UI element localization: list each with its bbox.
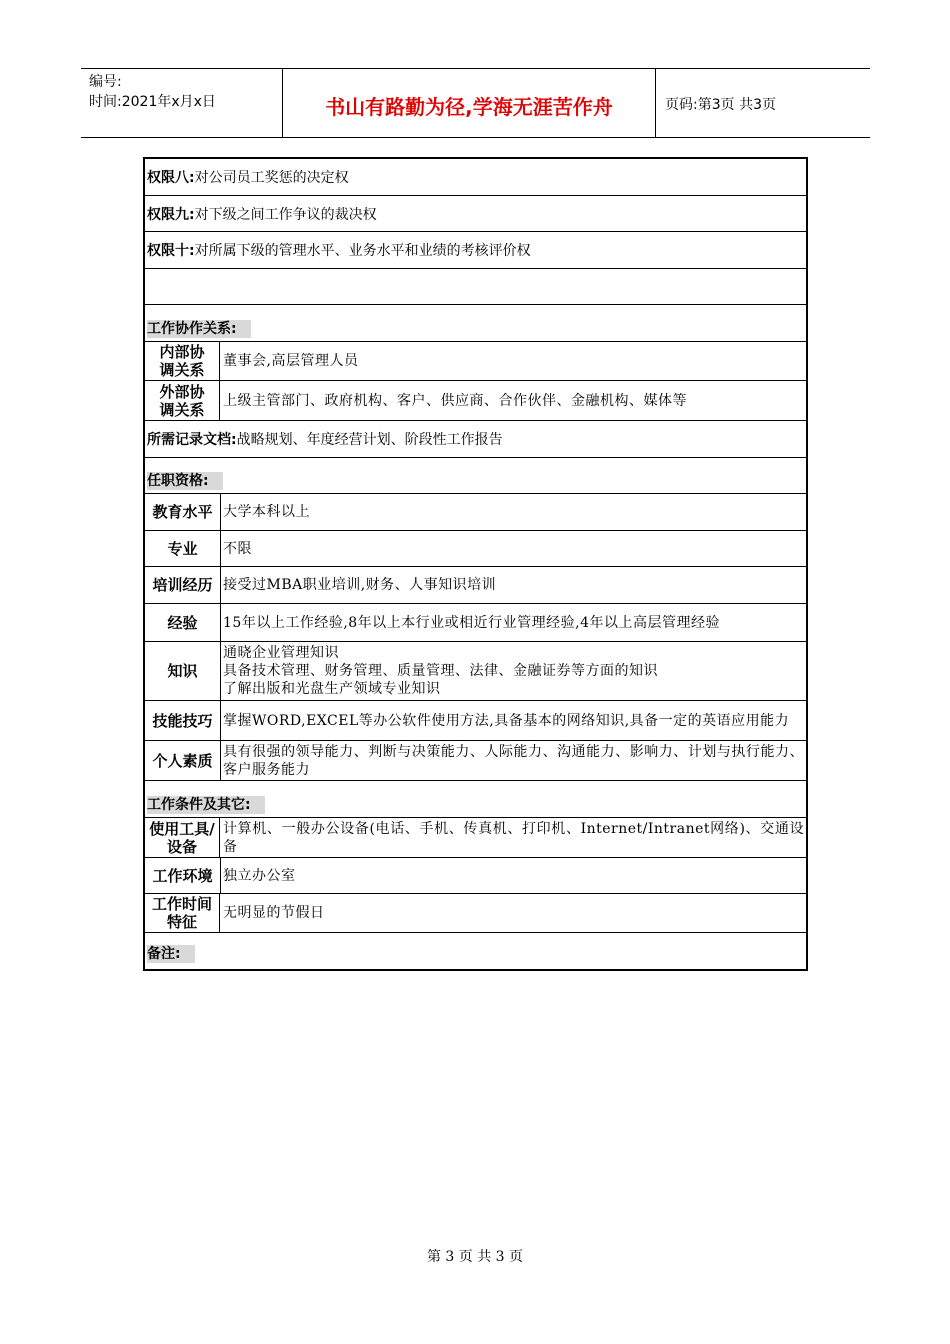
- section-work-collaboration: [145, 305, 806, 342]
- page-footer: 第 3 页 共 3 页: [426, 1249, 524, 1265]
- personal-quality-value: 具有很强的领导能力、判断与决策能力、人际能力、沟通能力、影响力、计划与执行能力、客户服务能力: [223, 743, 804, 778]
- table-row-major: [145, 531, 806, 567]
- table-row-tools: [145, 818, 806, 858]
- training-value: 接受过MBA职业培训,财务、人事知识培训: [223, 577, 497, 593]
- personal-quality-label: 个人素质: [145, 741, 221, 780]
- required-documents-value: 战略规划、年度经营计划、阶段性工作报告: [236, 432, 503, 448]
- authority-9-label: 权限九:: [147, 206, 195, 223]
- knowledge-line: 具备技术管理、财务管理、质量管理、法律、金融证券等方面的知识: [223, 663, 658, 679]
- table-row-authority-8: [145, 159, 806, 196]
- skills-value: 掌握WORD,EXCEL等办公软件使用方法,具备基本的网络知识,具备一定的英语应用能力: [223, 712, 790, 729]
- section-qualifications: [145, 458, 806, 494]
- table-row-experience: [145, 604, 806, 642]
- work-environment-value: 独立办公室: [223, 867, 296, 884]
- table-row-external-coordination: [145, 381, 806, 421]
- section-title-working-conditions: 工作条件及其它:: [147, 796, 265, 814]
- section-title-qualifications: 任职资格:: [147, 472, 223, 490]
- work-environment-label: 工作环境: [145, 858, 221, 893]
- remarks-label: 备注:: [147, 945, 195, 963]
- authority-8-label: 权限八:: [147, 170, 195, 186]
- document-number-label: 编号:: [89, 74, 122, 90]
- table-row-authority-9: [145, 196, 806, 232]
- training-label: 培训经历: [145, 567, 221, 603]
- table-row-remarks: [145, 933, 806, 969]
- education-value: 大学本科以上: [223, 504, 310, 520]
- page-header: [81, 68, 870, 138]
- header-left-cell: [81, 69, 283, 137]
- required-documents-label: 所需记录文档:: [147, 432, 237, 448]
- external-coordination-label: 外部协调关系: [145, 381, 220, 420]
- knowledge-line: 了解出版和光盘生产领域专业知识: [223, 681, 441, 697]
- tools-value: 计算机、一般办公设备(电话、手机、传真机、打印机、Internet/Intranet网络)、交通设备: [223, 820, 804, 855]
- table-row-work-environment: [145, 858, 806, 894]
- knowledge-value: [223, 642, 804, 700]
- major-value: 不限: [223, 540, 252, 557]
- work-time-value: 无明显的节假日: [223, 905, 325, 921]
- external-coordination-value: 上级主管部门、政府机构、客户、供应商、合作伙伴、金融机构、媒体等: [223, 392, 687, 409]
- authority-10-label: 权限十:: [147, 243, 195, 259]
- tools-label: 使用工具/设备: [145, 818, 220, 857]
- section-title-collaboration: 工作协作关系:: [147, 320, 251, 338]
- header-motto-cell: [283, 69, 656, 137]
- table-row-personal-quality: [145, 741, 806, 781]
- knowledge-label: 知识: [145, 642, 221, 700]
- header-motto: 书山有路勤为径,学海无涯苦作舟: [325, 95, 613, 119]
- table-row-empty: [145, 269, 806, 305]
- table-row-work-time: [145, 894, 806, 933]
- authority-9-value: 对下级之间工作争议的裁决权: [194, 206, 377, 223]
- table-row-skills: [145, 701, 806, 741]
- experience-label: 经验: [145, 604, 221, 641]
- section-working-conditions: [145, 781, 806, 818]
- authority-10-value: 对所属下级的管理水平、业务水平和业绩的考核评价权: [194, 243, 531, 259]
- work-time-label: 工作时间特征: [145, 894, 220, 932]
- knowledge-line: 通晓企业管理知识: [223, 645, 339, 661]
- table-row-education: [145, 494, 806, 531]
- table-row-training: [145, 567, 806, 604]
- document-time-label: 时间:2021年x月x日: [89, 94, 216, 110]
- internal-coordination-label: 内部协调关系: [145, 342, 220, 380]
- header-page-cell: [657, 69, 870, 137]
- table-row-required-documents: [145, 421, 806, 458]
- experience-value: 15年以上工作经验,8年以上本行业或相近行业管理经验,4年以上高层管理经验: [223, 614, 721, 631]
- table-row-internal-coordination: [145, 342, 806, 381]
- internal-coordination-value: 董事会,高层管理人员: [223, 353, 359, 369]
- major-label: 专业: [145, 531, 221, 566]
- education-label: 教育水平: [145, 494, 221, 530]
- table-row-authority-10: [145, 232, 806, 269]
- skills-label: 技能技巧: [145, 701, 221, 740]
- table-row-knowledge: [145, 642, 806, 701]
- authority-8-value: 对公司员工奖惩的决定权: [194, 170, 349, 186]
- job-description-table: [143, 157, 808, 971]
- header-page-number: 页码:第3页 共3页: [665, 97, 776, 113]
